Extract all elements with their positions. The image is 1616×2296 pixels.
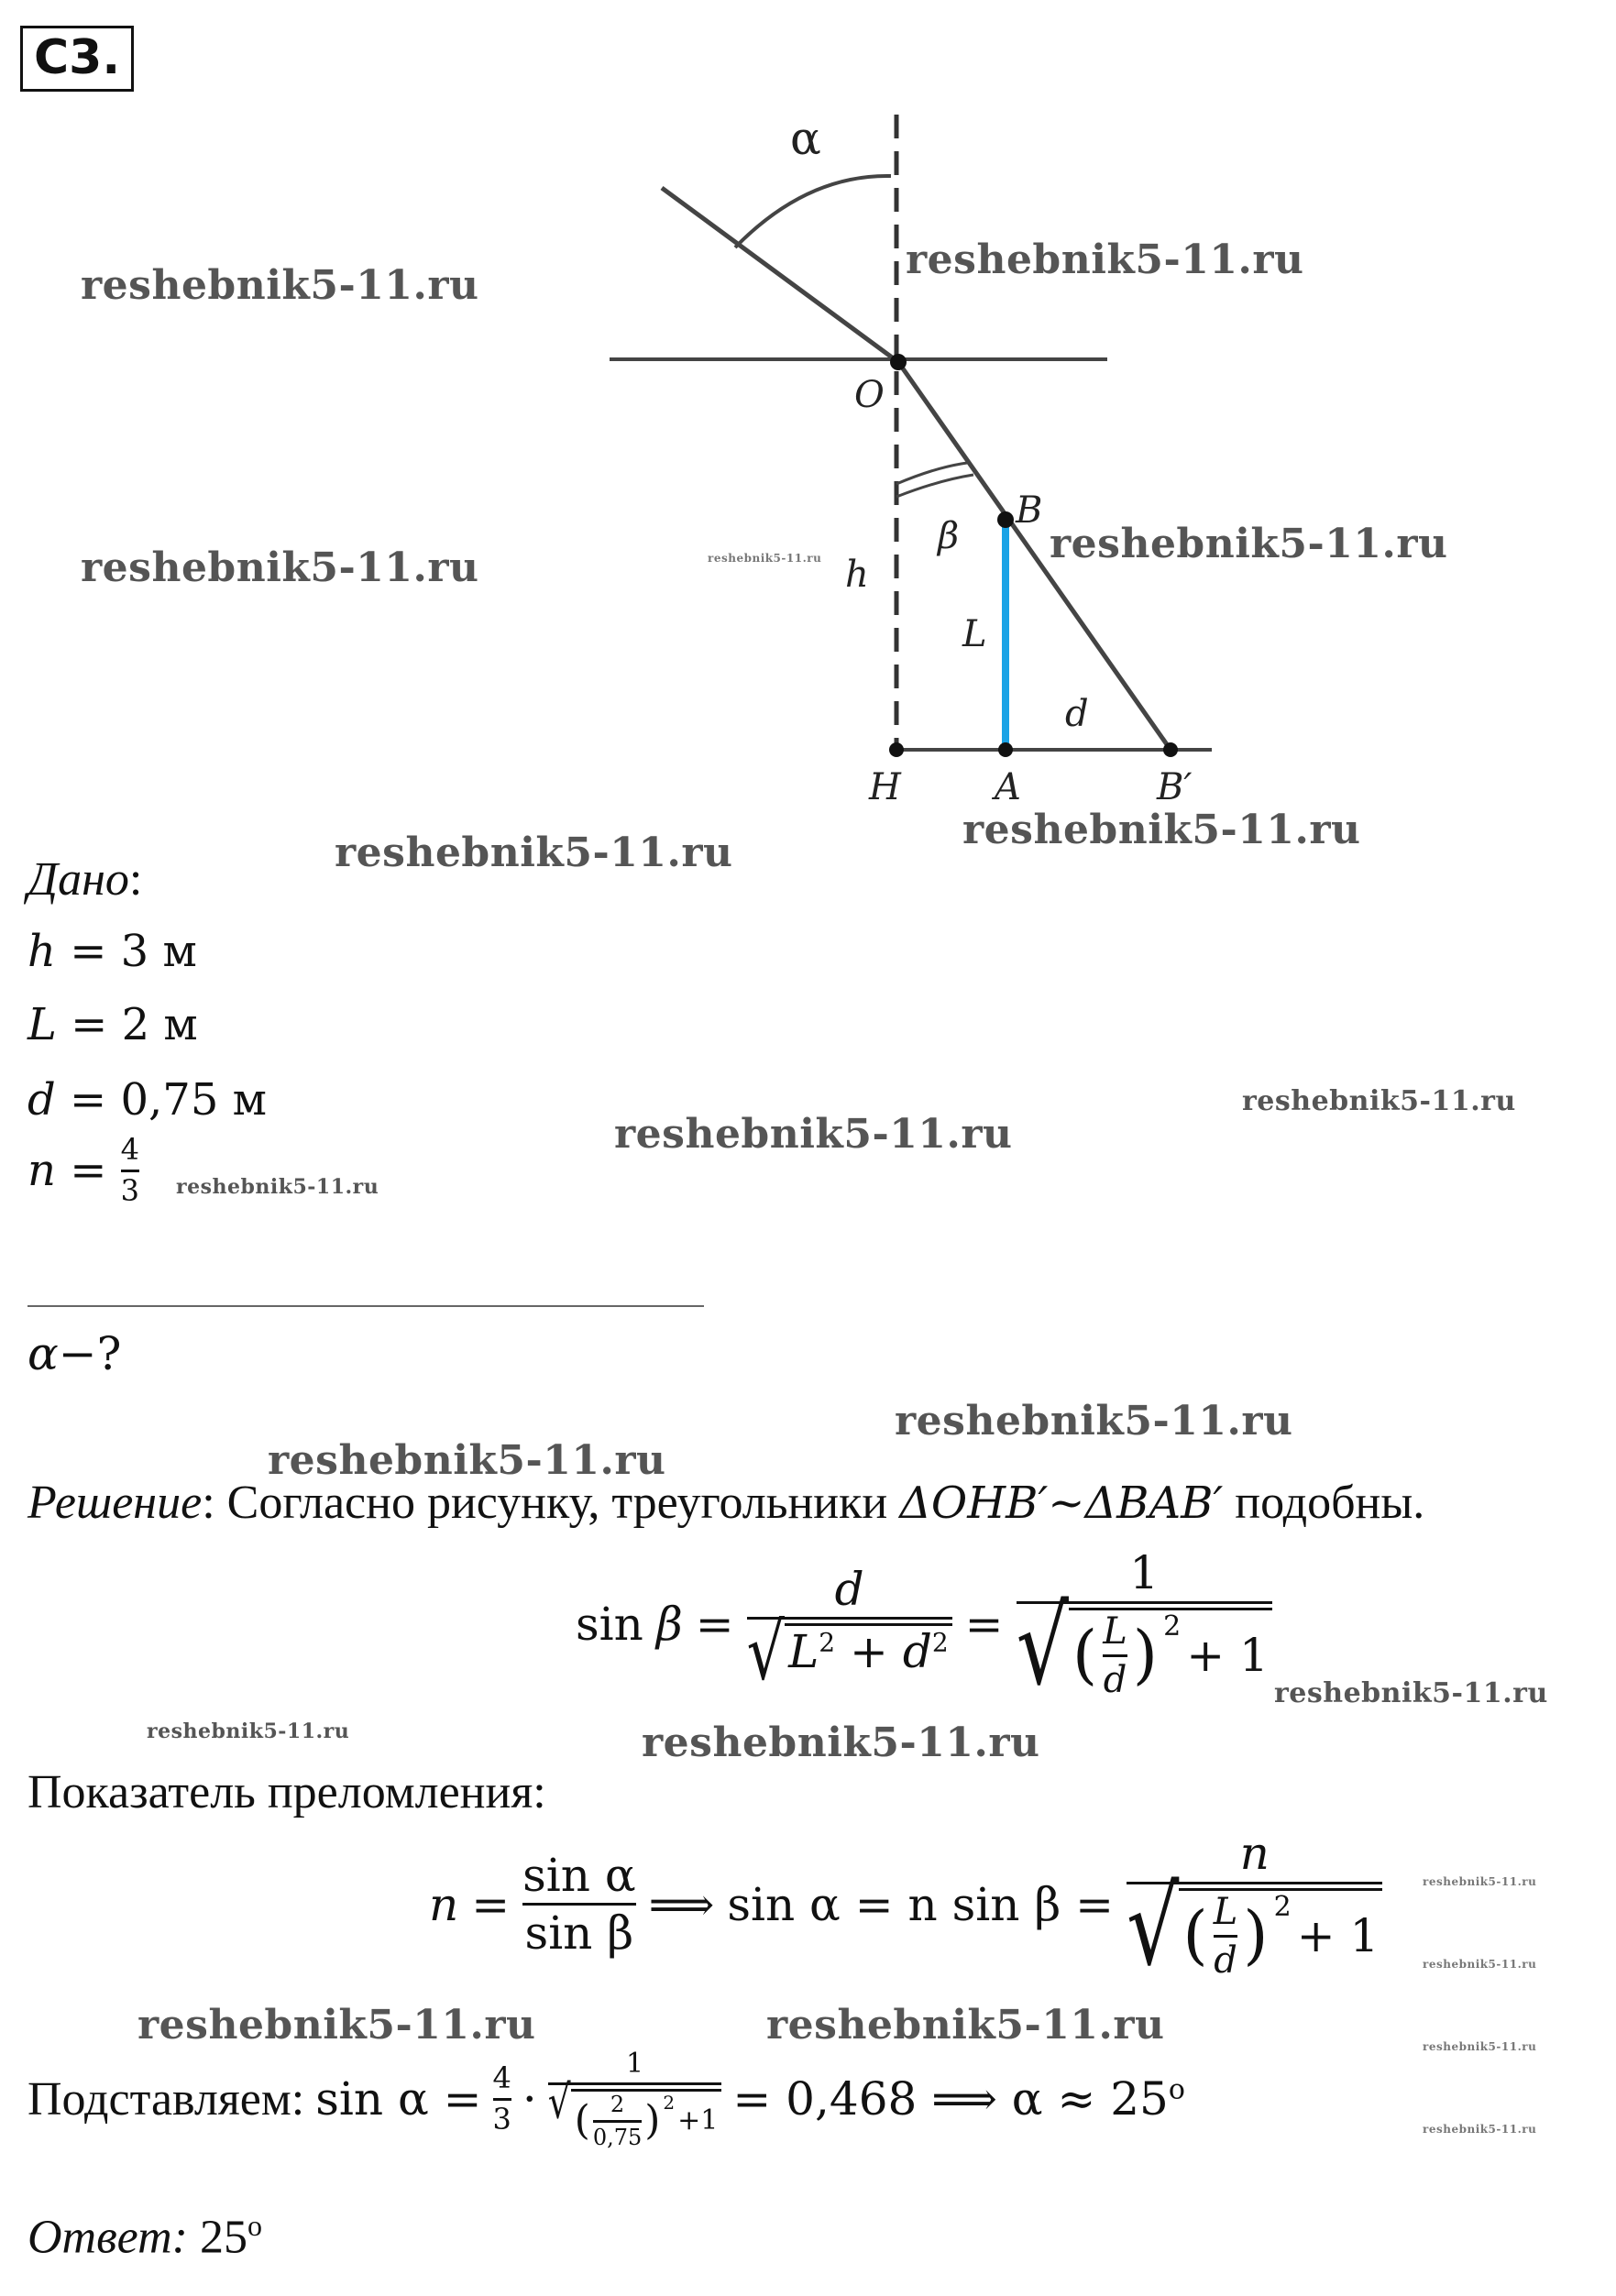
label-A: A xyxy=(995,766,1021,808)
incident-ray xyxy=(662,188,898,362)
watermark: reshebnik5-11.ru xyxy=(1423,1875,1537,1888)
answer-label: Ответ: xyxy=(27,2211,188,2264)
watermark: reshebnik5-11.ru xyxy=(642,1719,1040,1766)
watermark: reshebnik5-11.ru xyxy=(708,552,822,565)
label-alpha: α xyxy=(790,112,821,165)
label-B: B xyxy=(1016,489,1043,532)
find-alpha: α−? xyxy=(27,1327,122,1380)
watermark: reshebnik5-11.ru xyxy=(335,829,733,876)
watermark: reshebnik5-11.ru xyxy=(906,236,1304,283)
watermark: reshebnik5-11.ru xyxy=(176,1175,379,1199)
refraction-label: Показатель преломления: xyxy=(27,1766,546,1818)
label-B-prime: B′ xyxy=(1157,766,1193,808)
watermark: reshebnik5-11.ru xyxy=(1423,2040,1537,2053)
watermark: reshebnik5-11.ru xyxy=(137,2002,536,2049)
watermark: reshebnik5-11.ru xyxy=(614,1111,1013,1158)
given-n: n = $\frac{4}{3}$ xyxy=(27,1132,140,1208)
point-O xyxy=(890,354,907,370)
watermark: reshebnik5-11.ru xyxy=(1242,1085,1516,1117)
given-divider xyxy=(27,1305,704,1307)
problem-number: С3. xyxy=(20,26,134,92)
label-L: L xyxy=(962,613,987,655)
point-B-prime xyxy=(1163,742,1178,757)
watermark: reshebnik5-11.ru xyxy=(1423,1958,1537,1971)
given-h: h = 3 м xyxy=(27,926,197,977)
watermark: reshebnik5-11.ru xyxy=(268,1437,666,1484)
formula-refraction: n = $\frac{\text{sin α}}{\text{sin β}}$ ⟹ sin α = n sin β = n √ ( $\frac{L}{d}$ ) $^2$ + 1 xyxy=(429,1829,1382,1980)
point-B xyxy=(997,511,1014,528)
watermark: reshebnik5-11.ru xyxy=(81,544,479,591)
point-H xyxy=(889,742,904,757)
point-A xyxy=(998,742,1013,757)
label-h: h xyxy=(845,554,869,596)
solution-label: Решение xyxy=(27,1477,203,1529)
watermark: reshebnik5-11.ru xyxy=(147,1719,350,1743)
answer: Ответ: 25$^o$ xyxy=(27,2209,262,2264)
watermark: reshebnik5-11.ru xyxy=(81,262,479,309)
given-L: L = 2 м xyxy=(27,999,198,1050)
label-H: H xyxy=(869,766,901,808)
watermark: reshebnik5-11.ru xyxy=(766,2002,1165,2049)
watermark: reshebnik5-11.ru xyxy=(1274,1677,1548,1709)
label-beta: β xyxy=(938,515,960,557)
watermark: reshebnik5-11.ru xyxy=(1050,521,1448,567)
formula-sin-beta: sin β = d √ $L^2 + d^2$ = 1 √ ( $\frac{L}{d}$ ) $^2$ + 1 xyxy=(576,1549,1272,1699)
given-label: Дано: xyxy=(27,853,143,906)
solution-intro: Решение: Согласно рисунку, треугольники ΔOHB′~ΔBAB′ подобны. xyxy=(27,1477,1425,1529)
watermark: reshebnik5-11.ru xyxy=(895,1398,1293,1445)
formula-substitution: Подставляем: sin α = $\frac{4}{3}$ · 1 √ ( $\frac{2}{0,75}$ ) $^2$ +1 = 0,468 ⟹ $\alpha \approx 25^o$ xyxy=(27,2048,1185,2150)
beta-arc-1 xyxy=(896,463,967,484)
refraction-diagram xyxy=(587,110,1467,843)
watermark: reshebnik5-11.ru xyxy=(1423,2123,1537,2136)
label-O: O xyxy=(854,374,885,416)
label-d: d xyxy=(1065,693,1089,735)
alpha-arc xyxy=(735,176,891,247)
given-d: d = 0,75 м xyxy=(27,1074,267,1126)
watermark: reshebnik5-11.ru xyxy=(962,807,1361,853)
